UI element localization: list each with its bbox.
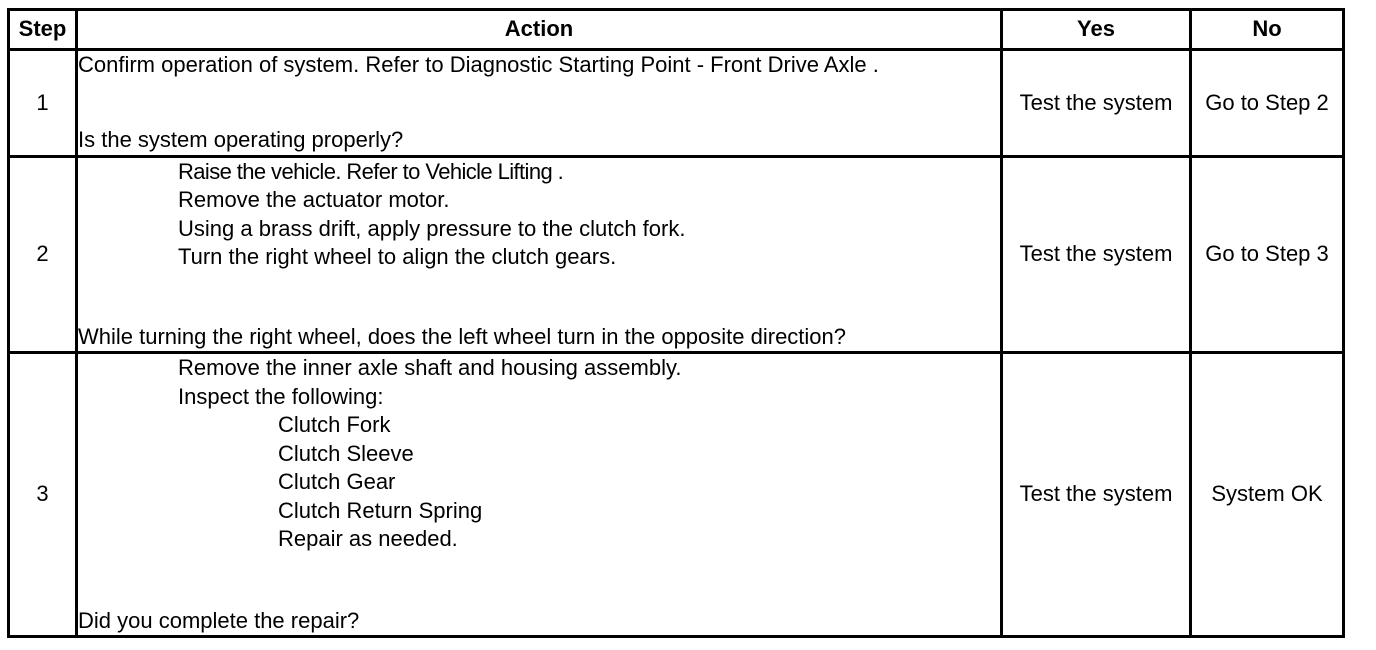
action-cell [77,156,1002,352]
question-text: Is the system operating properly? [78,127,404,153]
action-cell [77,353,1002,637]
question-text: While turning the right wheel, does the left wheel turn in the opposite direction? [78,323,847,349]
no-cell: System OK [1191,353,1344,637]
step-number: 2 [9,156,77,352]
yes-cell: Test the system [1002,156,1191,352]
action-line: Using a brass drift, apply pressure to the clutch fork. [178,215,686,241]
yes-cell: Test the system [1002,353,1191,637]
yes-cell: Test the system [1002,50,1191,157]
action-line: Clutch Return Spring [278,497,483,523]
diagnostic-table [7,8,1345,638]
action-cell [77,50,1002,157]
action-line: Confirm operation of system. Refer to Diagnostic Starting Point - Front Drive Axle . [78,52,879,77]
action-line: Clutch Gear [278,469,396,495]
no-cell: Go to Step 2 [1191,50,1344,157]
action-line: Remove the actuator motor. [178,187,450,213]
action-line: Clutch Sleeve [278,440,414,466]
action-line: Remove the inner axle shaft and housing assembly. [178,355,682,381]
table-row [9,156,1344,352]
header-yes: Yes [1002,10,1191,50]
question-text: Did you complete the repair? [78,607,360,633]
action-line: Inspect the following: [178,383,384,409]
header-step: Step [9,10,77,50]
action-line: Clutch Fork [278,412,391,438]
action-line: Turn the right wheel to align the clutch gears. [178,244,617,270]
table-row [9,353,1344,637]
step-number: 1 [9,50,77,157]
header-action: Action [77,10,1002,50]
step-number: 3 [9,353,77,637]
action-line: Repair as needed. [278,526,458,552]
header-no: No [1191,10,1344,50]
no-cell: Go to Step 3 [1191,156,1344,352]
table-row [9,50,1344,157]
action-line: Raise the vehicle. Refer to Vehicle Lifting . [178,158,564,184]
header-row [9,10,1344,50]
